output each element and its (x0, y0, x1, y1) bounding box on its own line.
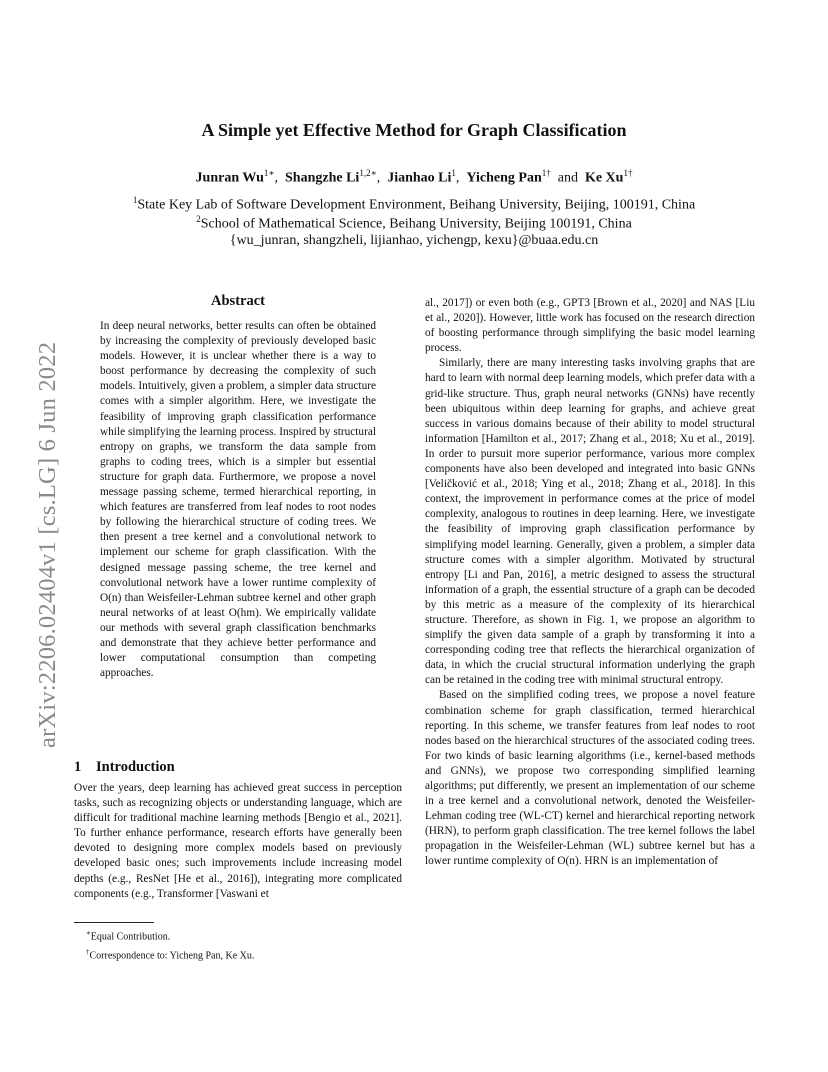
footnote-divider (74, 922, 154, 923)
section-heading-introduction (74, 758, 175, 776)
body-paragraph: Based on the simplified coding trees, we propose a novel feature combination scheme for graph classification, termed hierarchical reporting. In this scheme, we transfer features from leaf nodes to root nodes based on the hierarchical structures of the associated coding trees. For two kinds of basic learning algorithms (i.e., kernel-based methods and GNNs), we propose two corresponding simplified learning algorithms; put differently, we present an implementation of our scheme in a tree kernel and a convolutional network, denoted the Weisfeiler-Lehman coding tree (WL-CT) kernel and hierarchical reporting network (HRN), to perform graph classification. The tree kernel follows the label propagation in the Weisfeiler-Lehman (WL) subtree kernel but has a lower runtime complexity of O(n). HRN is an implementation of (425, 689, 755, 868)
author-name: Yicheng Pan (466, 170, 542, 186)
footnote-mark: ∗ (86, 929, 91, 937)
author-affiliation-mark: 1∗ (263, 168, 275, 178)
footnote-text: Correspondence to: Yicheng Pan, Ke Xu. (89, 950, 255, 962)
author-name: Shangzhe Li (285, 170, 360, 186)
abstract-body: In deep neural networks, better results can often be obtained by increasing the complexity of previously developed basic models. However, it is unclear whether there is a way to boost performance by decreasing the complexity of such models. Intuitively, given a problem, a simpler data structure comes with a simpler algorithm. Here, we investigate the feasibility of improving graph classification performance while simplifying the learning process. Inspired by structural entropy on graphs, we transform the data sample from graphs to coding trees, which is a simpler but essential structure for graph data. Furthermore, we propose a novel message passing scheme, termed hierarchical reporting, in which features are transferred from leaf nodes to root nodes by following the hierarchical structure of coding trees. We then present a tree kernel and a convolutional network to implement our scheme for graph classification. With the designed message passing scheme, the tree kernel and convolutional network have a lower runtime complexity of O(n) than Weisfeiler-Lehman subtree kernel and other graph neural networks of at least O(hm). We empirically validate our methods with several graph classification benchmarks and demonstrate that they achieve better performance and lower computational consumption than competing approaches. (100, 320, 376, 680)
arxiv-identifier-stamp: arXiv:2206.02404v1 [cs.LG] 6 Jun 2022 (34, 341, 61, 748)
abstract-heading: Abstract (211, 293, 265, 309)
author-name: Ke Xu (584, 170, 624, 186)
author-conjunction: and (557, 170, 578, 186)
body-paragraph: al., 2017]) or even both (e.g., GPT3 [Brown et al., 2020] and NAS [Liu et al., 2020]). However, little work has focused on the research direction of boosting performance through simplifying the basic model learning process. (425, 297, 755, 355)
affiliation-mark: 2 (196, 214, 201, 224)
introduction-paragraph: Over the years, deep learning has achieved great success in perception tasks, such as recognizing objects or understanding language, which are difficult for traditional machine learning methods [Bengio et al., 2021]. To further enhance performance, research efforts have generally been devoted to designing more complex models based on previously developed basic ones; such improvements include increasing model depths (e.g., ResNet [He et al., 2016]), integrating more complicated components (e.g., Transformer [Vaswani et (74, 782, 402, 900)
author-affiliation-mark: 1 (451, 168, 456, 178)
author-affiliation-mark: 1† (541, 168, 551, 178)
paper-title: A Simple yet Effective Method for Graph Classification (201, 120, 627, 140)
footnote-mark: † (86, 947, 90, 956)
author-affiliation-mark: 1,2∗ (359, 168, 377, 178)
author-list: Junran $Wu^{1∗}$, Shangzhe $Li^{1,2∗}$, Jianhao Li$^1$, Yicheng Pan$^{1\dagger}$ and Ke $Xu^{1\dagger}$ (195, 168, 633, 186)
footnote (86, 945, 406, 964)
affiliation-mark: 1 (132, 195, 138, 205)
body-paragraph: Similarly, there are many interesting tasks involving graphs that are hard to learn with normal deep learning models, which prefer data with a grid-like structure. Thus, graph neural networks (GNNs) have recently been ubiquitous within deep learning for graphs, and achieve great success in various domains because of their ability to model structural information [Hamilton et al., 2017; Zhang et al., 2018; Xu et al., 2019]. In order to pursuit more superior performance, various more complex components have also been developed and integrated into basic GNNs [Veličković et al., 2018; Ying et al., 2018; Zhang et al., 2018]. In this context, the improvement in performance comes at the price of model complexity, analogous to routines in deep learning. Here, we investigate the feasibility of improving graph classification performance by simplifying model learning. Generally, given a problem, a simpler data structure comes with a simpler algorithm. Motivated by structural entropy [Li and Pan, 2016], a metric designed to assess the structural information of a graph, the essential structure of a graph can be decoded by this metric as a measure of the complexity of its hierarchical structure. Therefore, as shown in Fig. 1, we propose an algorithm to simplify the given data sample of a graph by transforming it into a corresponding coding tree that reflects the hierarchical organization of data, in which the crucial structural information underlying the graph can be retained in the coding tree with minimal structural entropy. (425, 357, 755, 687)
affiliation-text: State Key Lab of Software Development Environment, Beihang University, Beijing, 100191, China (137, 197, 696, 213)
section-title: Introduction (96, 759, 175, 775)
section-number: 1 (74, 759, 82, 775)
author-name: Junran Wu (195, 170, 264, 186)
footnote-text: Equal Contribution. (90, 931, 171, 943)
author-affiliation-mark: 1† (623, 168, 633, 178)
affiliation-text: School of Mathematical Science, Beihang University, Beijing 100191, China (200, 216, 632, 232)
author-emails: {wu_junran, shangzheli, lijianhao, yichengp, kexu}@buaa.edu.cn (229, 233, 599, 248)
right-column-text (425, 296, 755, 870)
author-name: Jianhao Li (387, 170, 452, 186)
footnote (86, 926, 406, 945)
footnotes (86, 926, 406, 964)
